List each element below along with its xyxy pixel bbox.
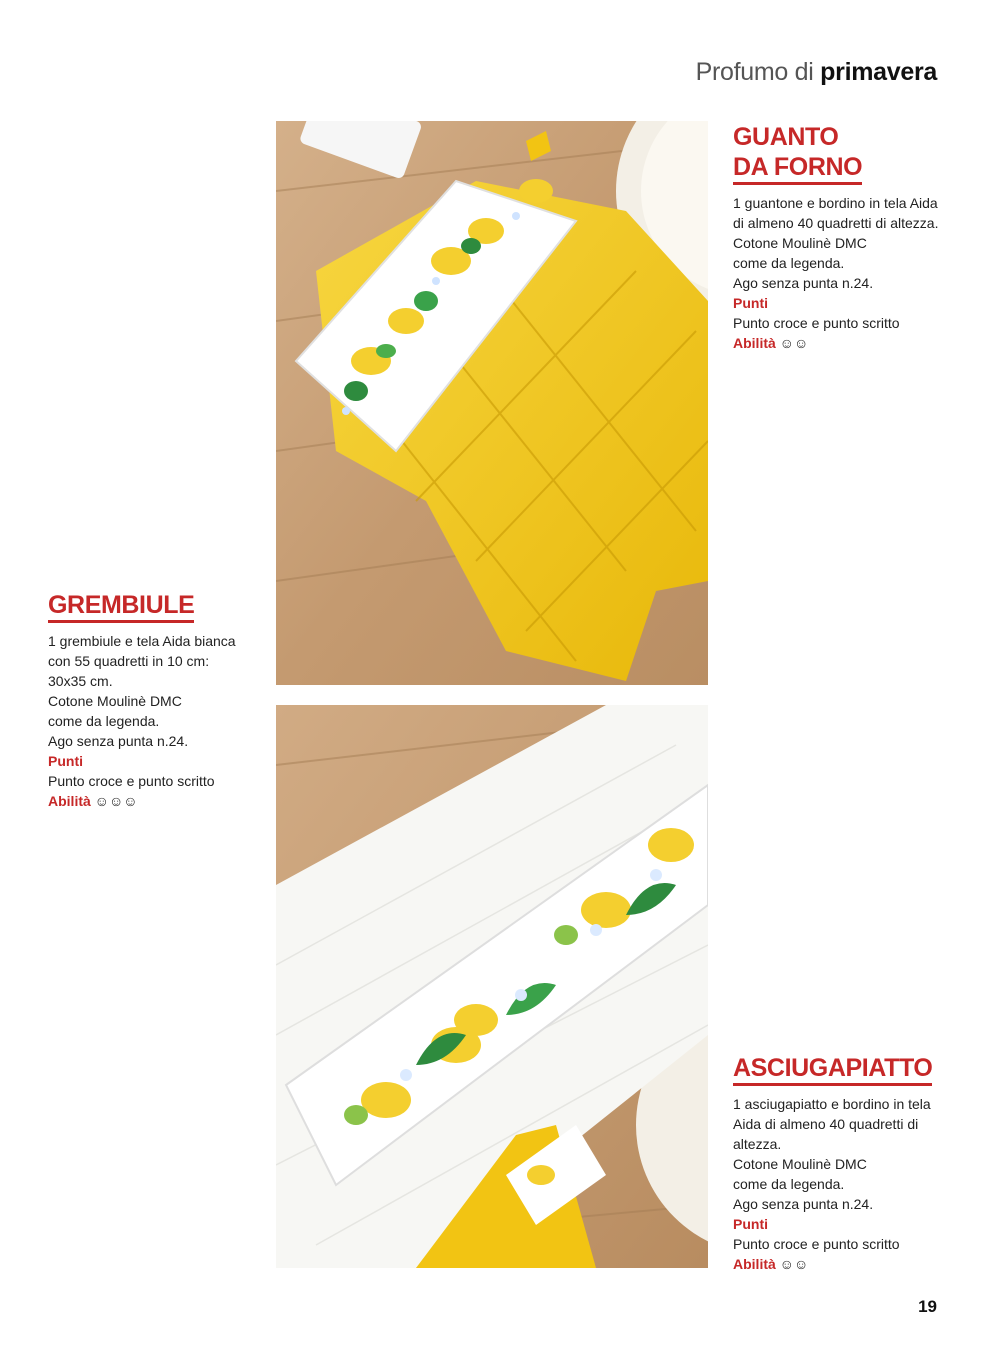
guanto-section — [733, 122, 973, 353]
grembiule-abilita-label: Abilità — [48, 793, 91, 809]
smiley-icon: ☺☺☺ — [94, 793, 138, 809]
guanto-line-3: Cotone Moulinè DMC — [733, 235, 867, 251]
header-bold: primavera — [820, 58, 937, 86]
guanto-line-5: Ago senza punta n.24. — [733, 275, 874, 291]
photo-oven-mitt — [276, 121, 708, 685]
guanto-punti-label: Punti — [733, 295, 768, 311]
grembiule-section — [48, 590, 268, 811]
grembiule-title: GREMBIULE — [48, 590, 194, 623]
asciugapiatto-section — [733, 1053, 973, 1274]
asciugapiatto-line-5: come da legenda. — [733, 1176, 845, 1192]
asciugapiatto-line-4: Cotone Moulinè DMC — [733, 1156, 867, 1172]
guanto-line-1: 1 guantone e bordino in tela Aida — [733, 195, 938, 211]
page-number: 19 — [918, 1297, 937, 1316]
guanto-line-2: di almeno 40 quadretti di altezza. — [733, 215, 939, 231]
page-header — [696, 58, 937, 87]
asciugapiatto-abilita-label: Abilità — [733, 1256, 776, 1272]
guanto-line-4: come da legenda. — [733, 255, 845, 271]
asciugapiatto-abilita — [733, 1254, 973, 1274]
grembiule-abilita — [48, 791, 268, 811]
asciugapiatto-line-3: altezza. — [733, 1136, 782, 1152]
asciugapiatto-line-2: Aida di almeno 40 quadretti di — [733, 1116, 919, 1132]
asciugapiatto-title: ASCIUGAPIATTO — [733, 1053, 932, 1086]
grembiule-line-2: con 55 quadretti in 10 cm: — [48, 653, 210, 669]
grembiule-punti-label: Punti — [48, 753, 83, 769]
guanto-punti-text: Punto croce e punto scritto — [733, 315, 900, 331]
photo-tea-towel — [276, 705, 708, 1268]
guanto-title — [733, 122, 862, 185]
grembiule-line-3: 30x35 cm. — [48, 673, 113, 689]
grembiule-line-5: come da legenda. — [48, 713, 160, 729]
asciugapiatto-line-1: 1 asciugapiatto e bordino in tela — [733, 1096, 931, 1112]
grembiule-line-6: Ago senza punta n.24. — [48, 733, 189, 749]
asciugapiatto-line-6: Ago senza punta n.24. — [733, 1196, 874, 1212]
asciugapiatto-punti-text: Punto croce e punto scritto — [733, 1236, 900, 1252]
guanto-title-line1: GUANTO — [733, 123, 839, 151]
guanto-abilita — [733, 333, 973, 353]
asciugapiatto-punti-label: Punti — [733, 1216, 768, 1232]
grembiule-line-1: 1 grembiule e tela Aida bianca — [48, 633, 236, 649]
guanto-title-line2: DA FORNO — [733, 153, 863, 181]
header-prefix: Profumo di — [695, 58, 814, 86]
grembiule-line-4: Cotone Moulinè DMC — [48, 693, 182, 709]
smiley-icon: ☺☺ — [779, 1256, 809, 1272]
smiley-icon: ☺☺ — [779, 335, 809, 351]
grembiule-punti-text: Punto croce e punto scritto — [48, 773, 215, 789]
guanto-abilita-label: Abilità — [733, 335, 776, 351]
